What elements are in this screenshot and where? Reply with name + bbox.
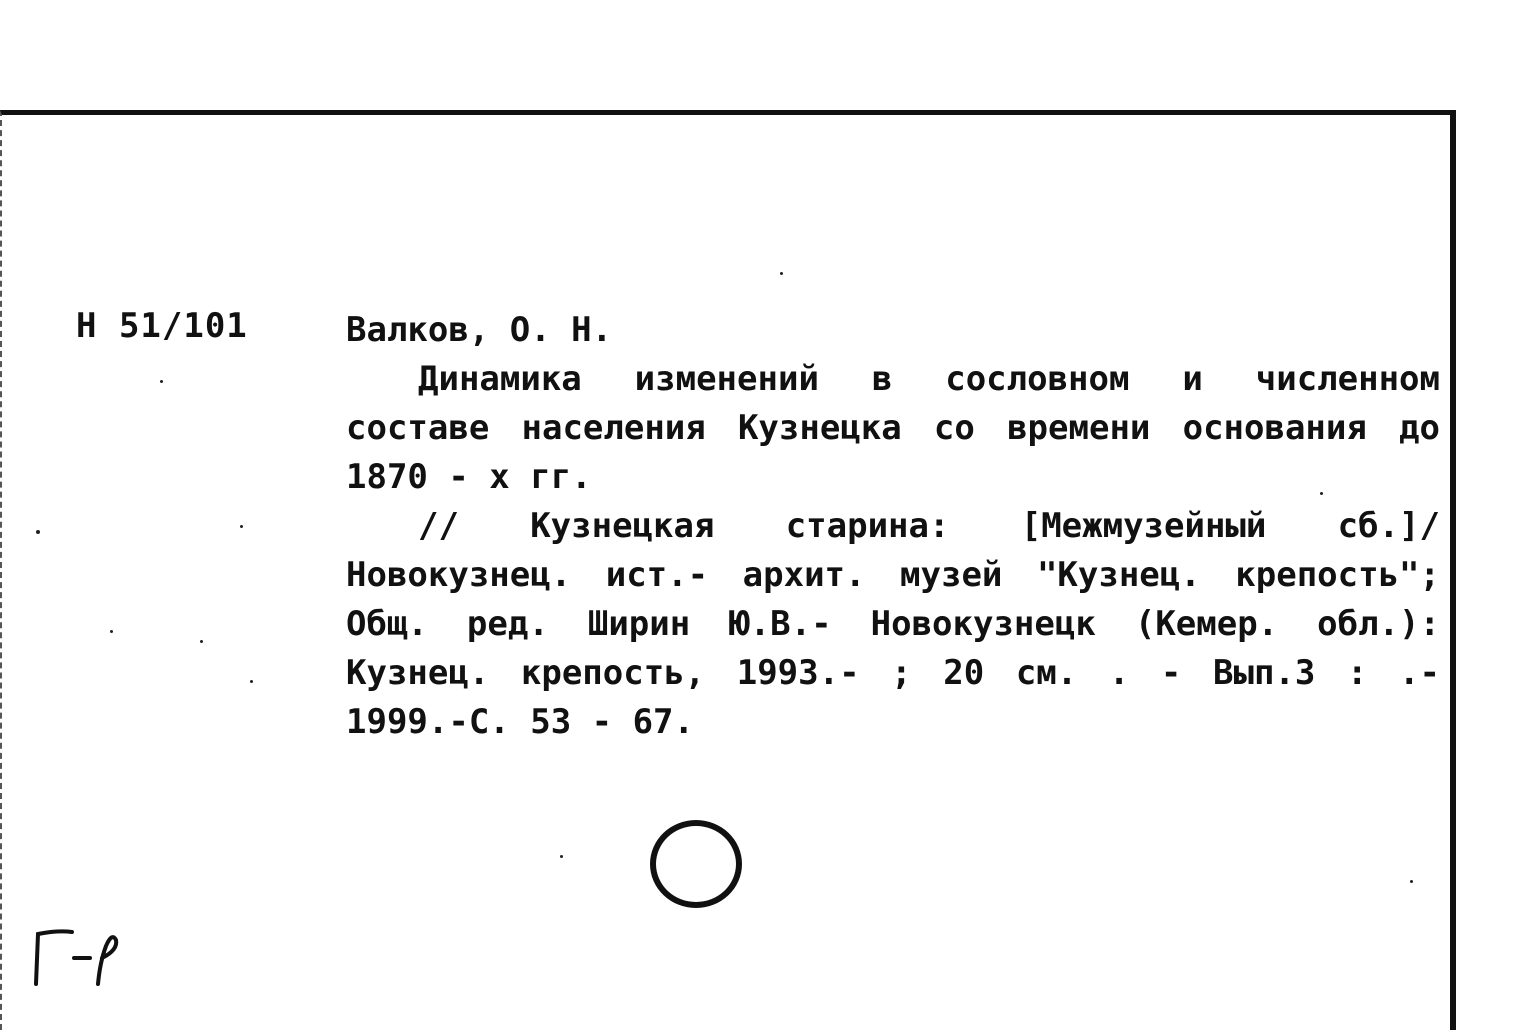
scan-speck xyxy=(250,680,253,683)
scan-speck xyxy=(110,630,113,633)
author-line: Валков, О. Н. xyxy=(346,310,613,350)
source-paragraph: // Кузнецкая старина: [Межмузейный сб.]/ Новокузнец. ист.- архит. музей "Кузнец. крепость"; Общ. ред. Ширин Ю.В.- Новокузнецк (Кемер. обл.): Кузнец. крепость, 1993.- ; 20 см. . - Вып.3 : .- 1999.-С. 53 - 67. xyxy=(346,506,1440,742)
scan-speck xyxy=(160,380,163,383)
shelfmark: Н 51/101 xyxy=(76,306,248,346)
scan-speck xyxy=(560,855,563,858)
scan-speck xyxy=(240,525,243,528)
bibliographic-entry xyxy=(346,306,1440,747)
scan-speck xyxy=(1320,492,1323,495)
scan-speck xyxy=(200,640,203,643)
title-paragraph: Динамика изменений в сословном и численном составе населения Кузнецка со времени основания до 1870 - х гг. xyxy=(346,359,1440,497)
scan-speck xyxy=(1410,880,1413,883)
scan-speck xyxy=(36,530,40,534)
scan-speck xyxy=(780,272,783,275)
punch-hole xyxy=(650,820,742,908)
handwritten-mark xyxy=(28,922,138,992)
